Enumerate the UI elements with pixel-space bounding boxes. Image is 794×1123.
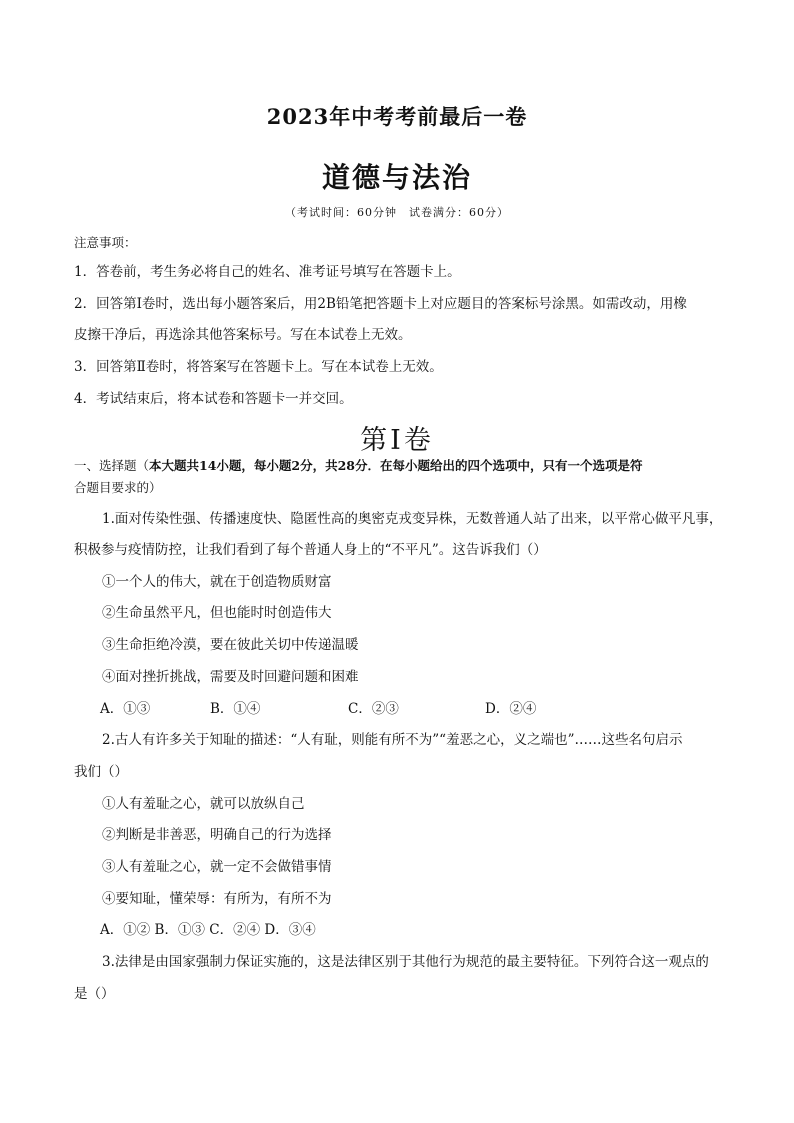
q2-statement-4: ④要知耻，懂荣辱：有所为，有所不为 xyxy=(102,891,332,907)
q2-choices: A．①② B．①③ C．②④ D．③④ xyxy=(100,922,316,938)
notice-item-3: 3．回答第Ⅱ卷时，将答案写在答题卡上。写在本试卷上无效。 xyxy=(74,359,443,375)
section-intro xyxy=(74,456,643,476)
exam-title: 2023年中考考前最后一卷 xyxy=(266,104,528,129)
exam-info: （考试时间：60分钟 试卷满分：60分） xyxy=(285,206,509,219)
section-heading: 第Ⅰ卷 xyxy=(360,425,434,456)
notice-item-2-line-2: 皮擦干净后，再选涂其他答案标号。写在本试卷上无效。 xyxy=(74,327,412,343)
notice-item-1: 1．答卷前，考生务必将自己的姓名、准考证号填写在答题卡上。 xyxy=(74,264,461,280)
notice-heading: 注意事项： xyxy=(74,235,137,250)
q2-statement-1: ①人有羞耻之心，就可以放纵自己 xyxy=(102,796,305,812)
q1-choice-d: D．②④ xyxy=(485,701,537,717)
q3-stem-line-1: 3.法律是由国家强制力保证实施的，这是法律区别于其他行为规范的最主要特征。下列符合这一观点的 xyxy=(102,954,709,970)
q1-statement-3: ③生命拒绝冷漠，要在彼此关切中传递温暖 xyxy=(102,637,359,653)
section-intro-prefix: 一、选择题（ xyxy=(74,458,150,473)
q2-stem-line-2: 我们（） xyxy=(74,764,128,780)
q1-choice-b: B．①④ xyxy=(210,701,261,717)
q1-choice-a: A．①③ xyxy=(100,701,151,717)
q1-stem-line-1: 1.面对传染性强、传播速度快、隐匿性高的奥密克戎变异株，无数普通人站了出来，以平常心做平凡事， xyxy=(102,511,723,527)
q2-statement-2: ②判断是非善恶，明确自己的行为选择 xyxy=(102,827,332,843)
q1-choice-c: C．②③ xyxy=(348,701,399,717)
q2-stem-line-1: 2.古人有许多关于知耻的描述：“人有耻，则能有所不为”“羞恶之心，义之端也”……这些名句启示 xyxy=(102,732,683,748)
q1-statement-2: ②生命虽然平凡，但也能时时创造伟大 xyxy=(102,605,332,621)
q2-statement-3: ③人有羞耻之心，就一定不会做错事情 xyxy=(102,859,332,875)
section-intro-bold-2: 四个选项中，只有一个选项是符 xyxy=(467,458,643,473)
notice-item-4: 4．考试结束后，将本试卷和答题卡一并交回。 xyxy=(74,391,353,407)
q1-statement-1: ①一个人的伟大，就在于创造物质财富 xyxy=(102,574,332,590)
section-intro-bold: 本大题共14小题，每小题2分，共28分．在每小题给出的 xyxy=(149,458,468,473)
section-intro-line-2: 合题目要求的） xyxy=(74,480,162,495)
q3-stem-line-2: 是（） xyxy=(74,986,115,1002)
notice-item-2-line-1: 2．回答第Ⅰ卷时，选出每小题答案后，用2B铅笔把答题卡上对应题目的答案标号涂黑。如需改动，用橡 xyxy=(74,296,687,312)
subject-title: 道德与法治 xyxy=(321,161,472,194)
q1-stem-line-2: 积极参与疫情防控，让我们看到了每个普通人身上的“不平凡”。这告诉我们（） xyxy=(74,542,547,558)
q1-statement-4: ④面对挫折挑战，需要及时回避问题和困难 xyxy=(102,669,359,685)
